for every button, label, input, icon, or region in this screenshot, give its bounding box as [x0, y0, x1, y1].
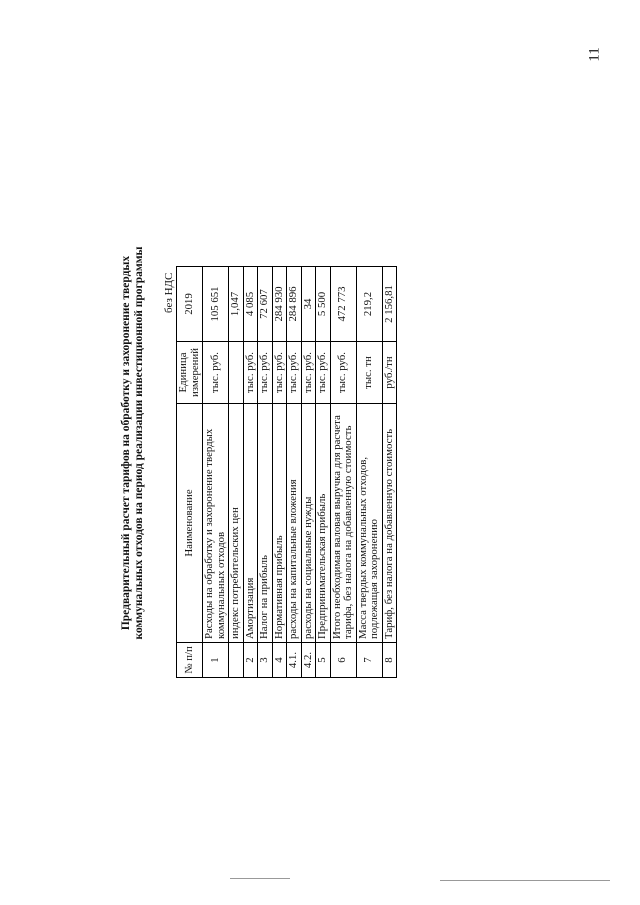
row-num: 6 [330, 643, 356, 678]
row-value: 284 930 [272, 267, 287, 342]
row-num [229, 643, 244, 678]
row-value: 284 896 [287, 267, 302, 342]
table-row [356, 267, 382, 678]
row-name: Расходы на обработку и захоронение твердых коммунальных отходов [203, 404, 229, 643]
row-num: 2 [243, 643, 258, 678]
row-num: 4.2. [301, 643, 316, 678]
row-value: 1,047 [229, 267, 244, 342]
table-row [330, 267, 356, 678]
row-name: индекс потребительских цен [229, 404, 244, 643]
table-row [301, 267, 316, 678]
row-name: Налог на прибыль [258, 404, 273, 643]
row-unit: тыс. руб. [243, 342, 258, 404]
row-unit [229, 342, 244, 404]
scan-edge-line [230, 878, 290, 879]
row-num: 7 [356, 643, 382, 678]
row-value: 34 [301, 267, 316, 342]
row-num: 4 [272, 643, 287, 678]
row-name: расходы на капитальные вложения [287, 404, 302, 643]
row-value: 472 773 [330, 267, 356, 342]
table-row [287, 267, 302, 678]
row-name: Масса твердых коммунальных отходов, подлежащая захоронению [356, 404, 382, 643]
row-unit: тыс. руб. [203, 342, 229, 404]
table-row [382, 267, 397, 678]
table-header-row [177, 267, 203, 678]
row-num: 1 [203, 643, 229, 678]
table-row [203, 267, 229, 678]
row-value: 4 085 [243, 267, 258, 342]
row-name: Нормативная прибыль [272, 404, 287, 643]
row-value: 2 156,81 [382, 267, 397, 342]
row-value: 72 607 [258, 267, 273, 342]
row-name: Тариф, без налога на добавленную стоимость [382, 404, 397, 643]
table-row [258, 267, 273, 678]
row-unit: руб./тн [382, 342, 397, 404]
row-unit: тыс. руб. [272, 342, 287, 404]
table-row [272, 267, 287, 678]
row-num: 5 [316, 643, 331, 678]
row-unit: тыс. руб. [287, 342, 302, 404]
header-num: № п/п [177, 643, 203, 678]
scan-edge-line [440, 880, 610, 881]
vat-note: без НДС [163, 272, 175, 313]
row-unit: тыс. руб. [330, 342, 356, 404]
tariff-table [176, 266, 397, 678]
header-unit: Единица измерений [177, 342, 203, 404]
row-num: 8 [382, 643, 397, 678]
header-year: 2019 [177, 267, 203, 342]
rotated-document-content [120, 193, 500, 693]
row-unit: тыс. руб. [301, 342, 316, 404]
row-value: 105 651 [203, 267, 229, 342]
row-unit: тыс. руб. [316, 342, 331, 404]
page-number: 11 [586, 47, 603, 62]
row-name: Амортизация [243, 404, 258, 643]
row-value: 219,2 [356, 267, 382, 342]
row-value: 5 500 [316, 267, 331, 342]
table-row [243, 267, 258, 678]
title-line-1: Предварительный расчет тарифов на обработку и захоронение твердых [120, 255, 132, 631]
document-title [120, 193, 146, 693]
row-num: 4.1. [287, 643, 302, 678]
row-name: Предпринимательская прибыль [316, 404, 331, 643]
row-num: 3 [258, 643, 273, 678]
title-line-2: коммунальных отходов на период реализации инвестиционной программы [133, 246, 145, 640]
header-name: Наименование [177, 404, 203, 643]
row-name: Итого необходимая валовая выручка для расчета тарифа, без налога на добавленную стоимость [330, 404, 356, 643]
row-unit: тыс. руб. [258, 342, 273, 404]
row-name: расходы на социальные нужды [301, 404, 316, 643]
table-row [316, 267, 331, 678]
table-row [229, 267, 244, 678]
row-unit: тыс. тн [356, 342, 382, 404]
